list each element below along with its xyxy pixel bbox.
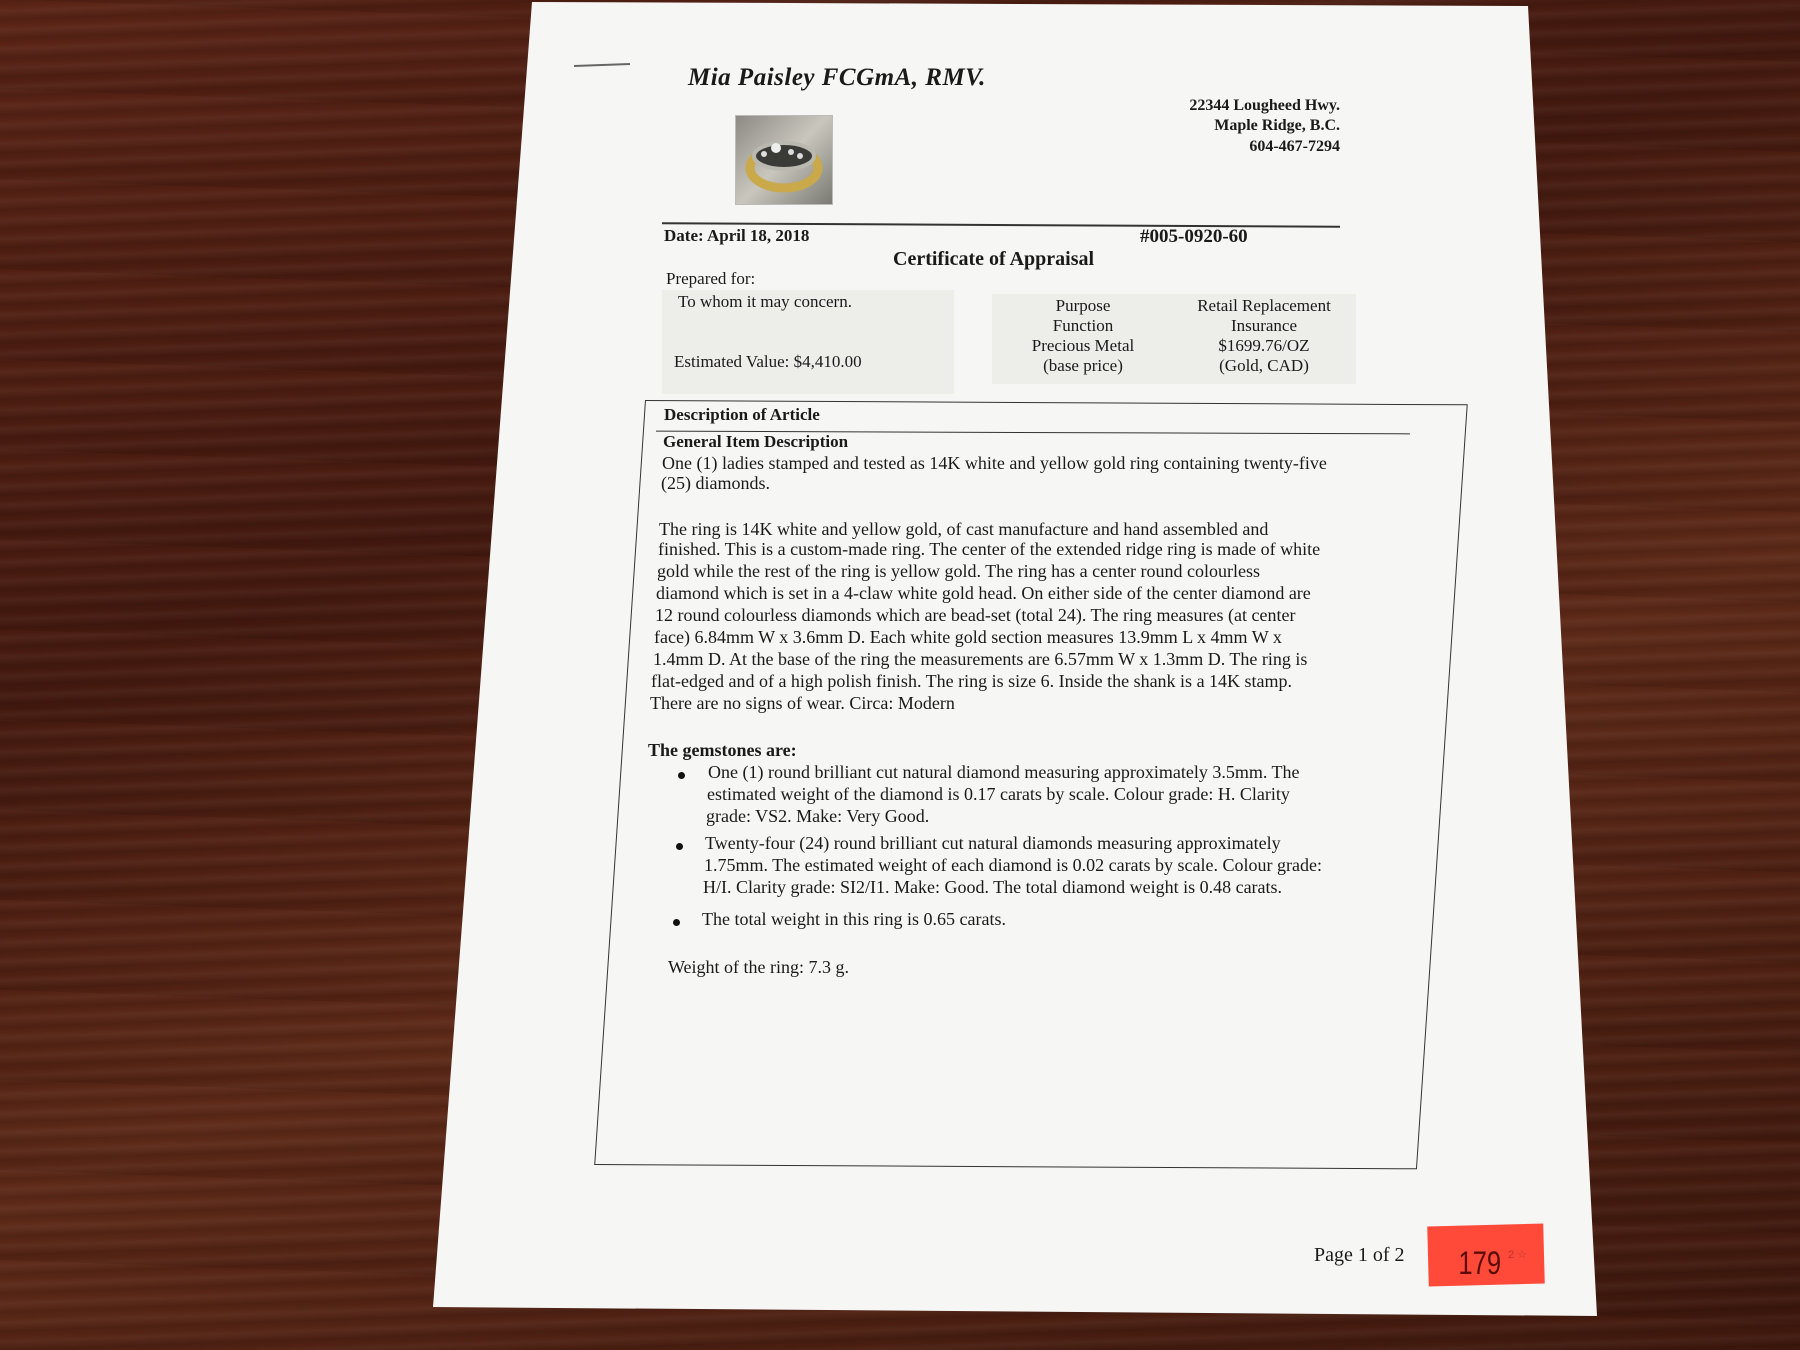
gem1-line-1: One (1) round brilliant cut natural diamond measuring approximately 3.5mm. The — [708, 762, 1300, 782]
intro-line-1: One (1) ladies stamped and tested as 14K white and yellow gold ring containing twenty-five — [662, 453, 1327, 473]
gem2-line-2: 1.75mm. The estimated weight of each diamond is 0.02 carats by scale. Colour grade: — [704, 855, 1323, 875]
body-line-8: flat-edged and of a high polish finish. The ring is size 6. Inside the shank is a 14K stamp. — [651, 671, 1293, 691]
info-col1-row3: Precious Metal — [1031, 336, 1135, 355]
bullet-icon — [673, 919, 680, 926]
prepared-label: Prepared for: — [666, 269, 756, 288]
ring-photo — [735, 115, 833, 205]
bullet-icon — [676, 843, 683, 850]
info-col1-row2: Function — [1052, 316, 1114, 335]
phone-number: 604-467-7294 — [1249, 138, 1340, 155]
description-title: Description of Article — [664, 405, 820, 424]
body-line-1: The ring is 14K white and yellow gold, of cast manufacture and hand assembled and — [659, 519, 1269, 539]
page-number: Page 1 of 2 — [1314, 1244, 1405, 1266]
body-line-9: There are no signs of wear. Circa: Modern — [650, 693, 955, 713]
body-line-5: 12 round colourless diamonds which are bead-set (total 24). The ring measures (at center — [655, 605, 1296, 625]
intro-line-2: (25) diamonds. — [661, 473, 770, 493]
gem2-line-1: Twenty-four (24) round brilliant cut natural diamonds measuring approximately — [705, 833, 1281, 853]
gem2-line-3: H/I. Clarity grade: SI2/I1. Make: Good. The total diamond weight is 0.48 carats. — [703, 877, 1283, 897]
gem1-line-2: estimated weight of the diamond is 0.17 carats by scale. Colour grade: H. Clarity — [707, 784, 1290, 804]
info-col1-row4: (base price) — [1043, 356, 1123, 375]
certificate-title: Certificate of Appraisal — [893, 248, 1095, 270]
info-col2-row3: $1699.76/OZ — [1218, 336, 1310, 355]
estimated-value: Estimated Value: $4,410.00 — [674, 352, 862, 371]
gem1-line-3: grade: VS2. Make: Very Good. — [706, 806, 930, 826]
body-line-2: finished. This is a custom-made ring. The center of the extended ridge ring is made of white — [658, 539, 1321, 559]
prepared-recipient: To whom it may concern. — [678, 292, 852, 311]
gemstones-title: The gemstones are: — [648, 740, 797, 760]
appraisal-date: Date: April 18, 2018 — [664, 226, 810, 245]
pencil-mark — [574, 63, 630, 67]
ring-weight: Weight of the ring: 7.3 g. — [668, 957, 850, 977]
ring-icon — [736, 116, 832, 204]
general-description-title: General Item Description — [663, 432, 849, 451]
info-col2-row2: Insurance — [1230, 316, 1298, 335]
gem3-line: The total weight in this ring is 0.65 carats. — [702, 909, 1006, 929]
address-line-1: 22344 Lougheed Hwy. — [1189, 97, 1340, 114]
bullet-icon — [678, 772, 685, 779]
certificate-number: #005-0920-60 — [1140, 226, 1248, 247]
info-col1-row1: Purpose — [1055, 296, 1111, 315]
sticker-subtext: 2 ☆ — [1508, 1249, 1528, 1261]
body-line-3: gold while the rest of the ring is yellow gold. The ring has a center round colourless — [657, 561, 1261, 581]
address-line-2: Maple Ridge, B.C. — [1214, 117, 1340, 134]
body-line-6: face) 6.84mm W x 3.6mm D. Each white gold section measures 13.9mm L x 4mm W x — [654, 627, 1282, 647]
body-line-4: diamond which is set in a 4-claw white gold head. On either side of the center diamond are — [656, 583, 1311, 603]
info-col2-row1: Retail Replacement — [1197, 296, 1331, 315]
body-line-7: 1.4mm D. At the base of the ring the measurements are 6.57mm W x 1.3mm D. The ring is — [653, 649, 1308, 669]
info-col2-row4: (Gold, CAD) — [1219, 356, 1309, 375]
appraiser-name: Mia Paisley FCGmA, RMV. — [688, 64, 986, 91]
sticker-number: 179 — [1458, 1245, 1502, 1281]
